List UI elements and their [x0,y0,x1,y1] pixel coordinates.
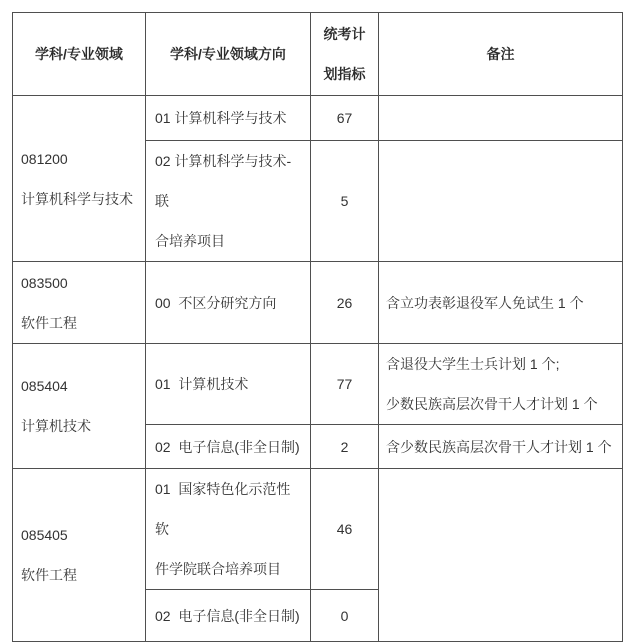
remark-cell [379,344,623,425]
remark-cell-merged [379,469,623,642]
program-code: 083500 [21,274,68,291]
remark-cell [379,141,623,262]
remark-text: 含少数民族高层次骨干人才计划 1 个 [386,438,612,455]
program-name: 计算机科学与技术 [21,190,133,207]
program-code: 085404 [21,378,68,394]
table-row [13,344,623,425]
program-cell-083500 [13,262,146,344]
remark-cell [379,262,623,344]
program-code: 081200 [21,150,68,167]
direction-text: 01 计算机科学与技术 [155,110,287,126]
direction-text: 02 计算机科学与技术-联 [155,153,292,209]
direction-cell [146,141,311,262]
quota-cell [311,96,379,141]
table-row [13,469,623,590]
program-name: 计算机技术 [21,418,91,434]
remark-cell [379,425,623,469]
remark-text: 含退役大学生士兵计划 1 个; [386,356,560,372]
program-cell-081200 [13,96,146,262]
header-quota-label-line1: 统考计 [323,26,366,42]
header-remark-label: 备注 [486,46,515,62]
remark-cell [379,96,623,141]
quota-value: 2 [340,438,349,455]
quota-value: 77 [336,376,353,392]
direction-text: 01 国家特色化示范性软 [155,481,291,537]
direction-cell [146,590,311,642]
header-subject-direction-label: 学科/专业领域方向 [170,46,286,62]
program-name: 软件工程 [21,314,77,331]
direction-text: 01 计算机技术 [155,376,249,392]
quota-cell [311,590,379,642]
quota-cell [311,262,379,344]
header-subject-field [13,13,146,96]
header-subject-direction [146,13,311,96]
direction-text: 02 电子信息(非全日制) [155,607,300,624]
quota-value: 5 [340,193,349,209]
quota-value: 67 [336,110,353,126]
quota-value: 26 [336,294,353,311]
direction-cell [146,425,311,469]
table-row [13,262,623,344]
direction-cell [146,344,311,425]
quota-value: 46 [336,521,353,537]
program-code: 085405 [21,527,68,543]
quota-cell [311,141,379,262]
quota-cell [311,425,379,469]
remark-text: 含立功表彰退役军人免试生 1 个 [386,294,584,311]
admissions-quota-table [12,12,623,642]
direction-text: 件学院联合培养项目 [155,561,281,577]
header-remark [379,13,623,96]
header-quota-label-line2: 划指标 [323,66,366,82]
quota-value: 0 [340,607,349,624]
direction-text: 00 不区分研究方向 [155,294,277,311]
direction-text: 合培养项目 [155,233,225,249]
quota-cell [311,344,379,425]
direction-cell [146,469,311,590]
direction-cell [146,262,311,344]
header-quota [311,13,379,96]
direction-text: 02 电子信息(非全日制) [155,438,300,455]
header-row [13,13,623,96]
program-cell-085405 [13,469,146,642]
quota-cell [311,469,379,590]
program-name: 软件工程 [21,567,77,583]
header-subject-field-label: 学科/专业领域 [35,46,123,62]
direction-cell [146,96,311,141]
program-cell-085404 [13,344,146,469]
table-row [13,96,623,141]
remark-text: 少数民族高层次骨干人才计划 1 个 [386,396,598,412]
